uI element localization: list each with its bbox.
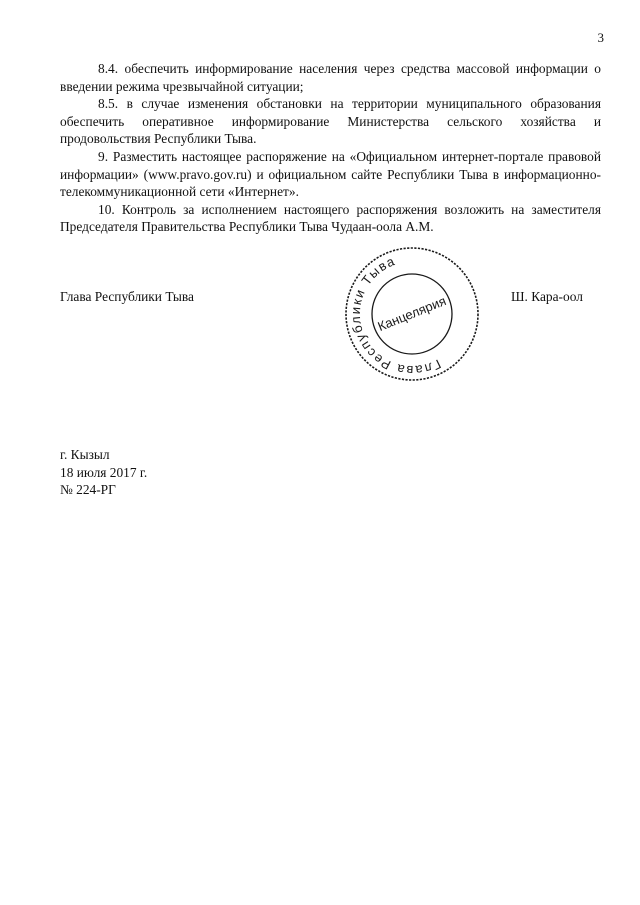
document-footer [60, 446, 147, 499]
date: 18 июля 2017 г. [60, 464, 148, 480]
paragraph-9: 9. Разместить настоящее распоряжение на «Официальном интернет-портале правовой информации» (www.pravo.gov.ru) и официальном сайте Республики Тыва в информационно-телекоммуникационной сети «Интернет». [60, 148, 601, 200]
stamp-inner-text: Канцелярия [375, 293, 449, 335]
page-number: 3 [597, 30, 604, 45]
city: г. Кызыл [60, 447, 110, 462]
document-body [60, 60, 601, 236]
signatory-position: Глава Республики Тыва [60, 289, 194, 304]
document-number: № 224-РГ [60, 482, 116, 497]
official-stamp [344, 246, 480, 382]
paragraph-8-4: 8.4. обеспечить информирование населения через средства массовой информации о введении режима чрезвычайной ситуации; [60, 61, 601, 94]
paragraph-10: 10. Контроль за исполнением настоящего распоряжения возложить на заместителя Председателя Правительства Республики Тыва Чудаан-оола А.М. [60, 201, 601, 235]
paragraph-8-5: 8.5. в случае изменения обстановки на территории муниципального образования обеспечить оперативное информирование Министерства сельского хозяйства и продовольствия Республики Тыва. [60, 96, 601, 147]
signatory-name: Ш. Кара-оол [511, 289, 583, 304]
stamp-outer-text: Глава Республики Тыва [347, 252, 444, 379]
